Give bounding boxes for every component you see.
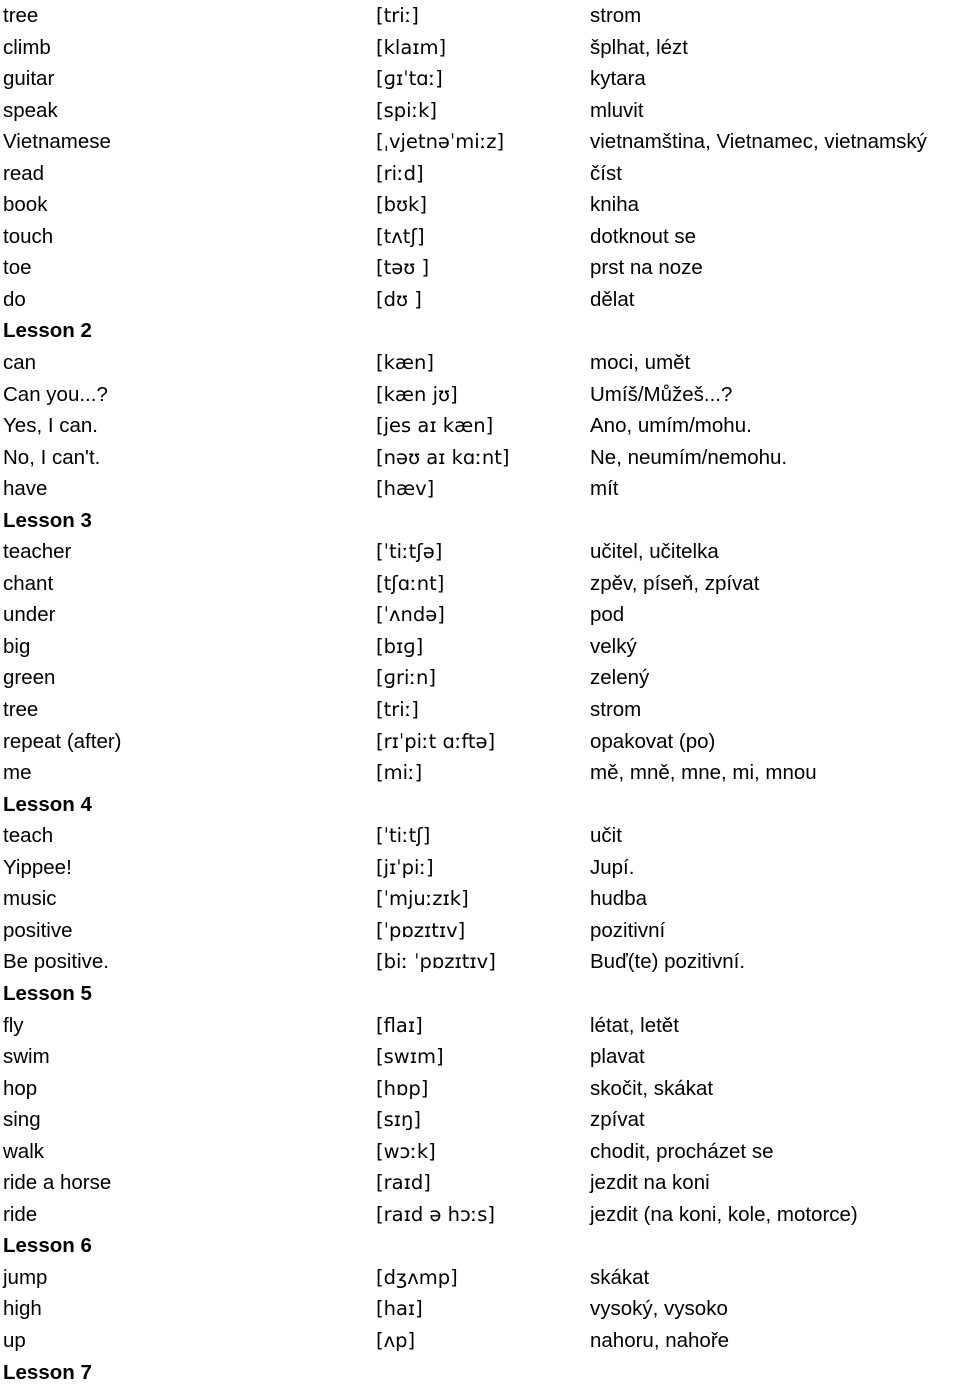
english-word: have — [3, 477, 48, 501]
vocab-row — [0, 252, 960, 284]
lesson-title: Lesson 2 — [3, 319, 92, 343]
czech-translation: chodit, procházet se — [590, 1139, 774, 1163]
lesson-heading — [0, 1230, 960, 1262]
vocab-row — [0, 1073, 960, 1105]
vocab-row — [0, 662, 960, 694]
pronunciation: [ʌp] — [376, 1328, 416, 1352]
czech-translation: strom — [590, 698, 642, 722]
english-word: ride a horse — [3, 1171, 112, 1195]
czech-translation: učitel, učitelka — [590, 540, 719, 564]
czech-translation: jezdit na koni — [590, 1171, 710, 1195]
czech-translation: dotknout se — [590, 224, 696, 248]
english-word: Can you...? — [3, 382, 108, 406]
pronunciation: [sɪŋ] — [376, 1108, 421, 1132]
english-word: Vietnamese — [3, 130, 111, 154]
english-word: positive — [3, 918, 73, 942]
czech-translation: mluvit — [590, 98, 644, 122]
pronunciation: [hæv] — [376, 477, 435, 501]
vocab-row — [0, 599, 960, 631]
lesson-title: Lesson 6 — [3, 1234, 92, 1258]
czech-translation: pod — [590, 603, 625, 627]
czech-translation: létat, letět — [590, 1013, 679, 1037]
pronunciation: [tʃɑːnt] — [376, 571, 445, 595]
english-word: climb — [3, 35, 51, 59]
czech-translation: strom — [590, 4, 642, 27]
vocab-row — [0, 32, 960, 64]
pronunciation: [ˈmjuːzɪk] — [376, 887, 469, 911]
czech-translation: prst na noze — [590, 256, 703, 280]
czech-translation: vietnamština, Vietnamec, vietnamský — [590, 130, 927, 154]
pronunciation: [ɡɪˈtɑː] — [376, 67, 443, 91]
vocab-row — [0, 915, 960, 947]
english-word: speak — [3, 98, 58, 122]
english-word: fly — [3, 1013, 24, 1037]
vocab-row — [0, 158, 960, 190]
pronunciation: [ˌvjetnəˈmiːz] — [376, 130, 505, 154]
english-word: guitar — [3, 67, 55, 91]
vocab-row — [0, 347, 960, 379]
vocab-row — [0, 1325, 960, 1357]
english-word: ride — [3, 1202, 38, 1226]
pronunciation: [raɪd ə hɔːs] — [376, 1202, 495, 1226]
vocab-row — [0, 726, 960, 758]
pronunciation: [haɪ] — [376, 1297, 423, 1321]
pronunciation: [bʊk] — [376, 193, 427, 217]
lesson-title: Lesson 4 — [3, 792, 92, 816]
lesson-heading — [0, 315, 960, 347]
pronunciation: [hɒp] — [376, 1076, 429, 1100]
czech-translation: skákat — [590, 1265, 650, 1289]
vocab-row — [0, 536, 960, 568]
vocab-row — [0, 284, 960, 316]
english-word: touch — [3, 224, 54, 248]
czech-translation: dělat — [590, 287, 635, 311]
czech-translation: šplhat, lézt — [590, 35, 688, 59]
pronunciation: [spiːk] — [376, 98, 438, 122]
czech-translation: hudba — [590, 887, 648, 911]
pronunciation: [ˈtiːtʃ] — [376, 824, 431, 848]
vocab-row — [0, 379, 960, 411]
lesson-title: Lesson 3 — [3, 508, 92, 532]
czech-translation: velký — [590, 634, 637, 658]
czech-translation: opakovat (po) — [590, 729, 716, 753]
czech-translation: zpěv, píseň, zpívat — [590, 571, 760, 595]
english-word: walk — [3, 1139, 45, 1163]
english-word: chant — [3, 571, 54, 595]
english-word: jump — [3, 1265, 48, 1289]
pronunciation: [triː] — [376, 698, 419, 722]
czech-translation: mě, mně, mne, mi, mnou — [590, 761, 817, 785]
pronunciation: [bɪɡ] — [376, 634, 424, 658]
pronunciation: [swɪm] — [376, 1045, 444, 1069]
vocab-row — [0, 694, 960, 726]
czech-translation: kniha — [590, 193, 640, 217]
vocab-row — [0, 1262, 960, 1294]
czech-translation: jezdit (na koni, kole, motorce) — [590, 1202, 858, 1226]
english-word: Be positive. — [3, 950, 109, 974]
english-word: do — [3, 287, 26, 311]
english-word: tree — [3, 698, 39, 722]
english-word: toe — [3, 256, 32, 280]
english-word: big — [3, 634, 31, 658]
czech-translation: pozitivní — [590, 918, 666, 942]
english-word: teacher — [3, 540, 72, 564]
czech-translation: učit — [590, 824, 622, 848]
english-word: book — [3, 193, 48, 217]
vocab-row — [0, 568, 960, 600]
english-word: repeat (after) — [3, 729, 122, 753]
vocab-row — [0, 631, 960, 663]
pronunciation: [nəʊ aɪ kɑːnt] — [376, 445, 510, 469]
vocab-row — [0, 442, 960, 474]
english-word: read — [3, 161, 45, 185]
vocab-row — [0, 0, 960, 32]
pronunciation: [dʒʌmp] — [376, 1265, 458, 1289]
czech-translation: Ne, neumím/nemohu. — [590, 445, 788, 469]
pronunciation: [jes aɪ kæn] — [376, 414, 494, 438]
pronunciation: [kæn jʊ] — [376, 382, 458, 406]
vocab-row — [0, 883, 960, 915]
english-word: teach — [3, 824, 54, 848]
pronunciation: [riːd] — [376, 161, 424, 185]
english-word: under — [3, 603, 56, 627]
vocab-row — [0, 1010, 960, 1042]
czech-translation: plavat — [590, 1045, 645, 1069]
czech-translation: Jupí. — [590, 855, 635, 879]
english-word: green — [3, 666, 56, 690]
czech-translation: číst — [590, 161, 622, 185]
english-word: up — [3, 1328, 26, 1352]
pronunciation: [jɪˈpiː] — [376, 855, 434, 879]
pronunciation: [biː ˈpɒzɪtɪv] — [376, 950, 496, 974]
pronunciation: [ˈʌndə] — [376, 603, 445, 627]
lesson-heading — [0, 1357, 960, 1388]
english-word: Yippee! — [3, 855, 72, 879]
czech-translation: Ano, umím/mohu. — [590, 414, 752, 438]
lesson-title: Lesson 7 — [3, 1360, 92, 1384]
vocab-row — [0, 757, 960, 789]
czech-translation: zpívat — [590, 1108, 645, 1132]
pronunciation: [ˈtiːtʃə] — [376, 540, 443, 564]
english-word: hop — [3, 1076, 38, 1100]
czech-translation: Buď(te) pozitivní. — [590, 950, 746, 974]
english-word: can — [3, 351, 37, 375]
vocab-row — [0, 946, 960, 978]
pronunciation: [miː] — [376, 761, 423, 785]
pronunciation: [ˈpɒzɪtɪv] — [376, 918, 466, 942]
vocab-row — [0, 1167, 960, 1199]
lesson-heading — [0, 505, 960, 537]
czech-translation: moci, umět — [590, 351, 691, 375]
vocab-row — [0, 820, 960, 852]
pronunciation: [rɪˈpiːt ɑːftə] — [376, 729, 496, 753]
vocab-row — [0, 852, 960, 884]
czech-translation: zelený — [590, 666, 650, 690]
english-word: tree — [3, 4, 39, 27]
english-word: swim — [3, 1045, 50, 1069]
pronunciation: [tʌtʃ] — [376, 224, 425, 248]
lesson-heading — [0, 789, 960, 821]
pronunciation: [flaɪ] — [376, 1013, 423, 1037]
vocab-row — [0, 95, 960, 127]
english-word: Yes, I can. — [3, 414, 98, 438]
pronunciation: [wɔːk] — [376, 1139, 436, 1163]
czech-translation: skočit, skákat — [590, 1076, 714, 1100]
vocab-row — [0, 126, 960, 158]
pronunciation: [raɪd] — [376, 1171, 431, 1195]
czech-translation: nahoru, nahoře — [590, 1328, 730, 1352]
vocab-row — [0, 189, 960, 221]
vocab-row — [0, 1199, 960, 1231]
lesson-title: Lesson 5 — [3, 981, 92, 1005]
pronunciation: [klaɪm] — [376, 35, 447, 59]
vocab-row — [0, 1293, 960, 1325]
czech-translation: Umíš/Můžeš...? — [590, 382, 733, 406]
english-word: music — [3, 887, 57, 911]
english-word: No, I can't. — [3, 445, 101, 469]
lesson-heading — [0, 978, 960, 1010]
pronunciation: [ɡriːn] — [376, 666, 436, 690]
english-word: me — [3, 761, 32, 785]
english-word: sing — [3, 1108, 41, 1132]
vocab-row — [0, 221, 960, 253]
vocab-row — [0, 1104, 960, 1136]
pronunciation: [kæn] — [376, 351, 435, 375]
czech-translation: kytara — [590, 67, 646, 91]
pronunciation: [təʊ ] — [376, 256, 430, 280]
vocab-row — [0, 1041, 960, 1073]
vocab-row — [0, 410, 960, 442]
vocab-row — [0, 63, 960, 95]
english-word: high — [3, 1297, 42, 1321]
pronunciation: [triː] — [376, 4, 419, 27]
vocab-row — [0, 1136, 960, 1168]
czech-translation: vysoký, vysoko — [590, 1297, 728, 1321]
czech-translation: mít — [590, 477, 619, 501]
vocab-row — [0, 473, 960, 505]
pronunciation: [dʊ ] — [376, 287, 422, 311]
